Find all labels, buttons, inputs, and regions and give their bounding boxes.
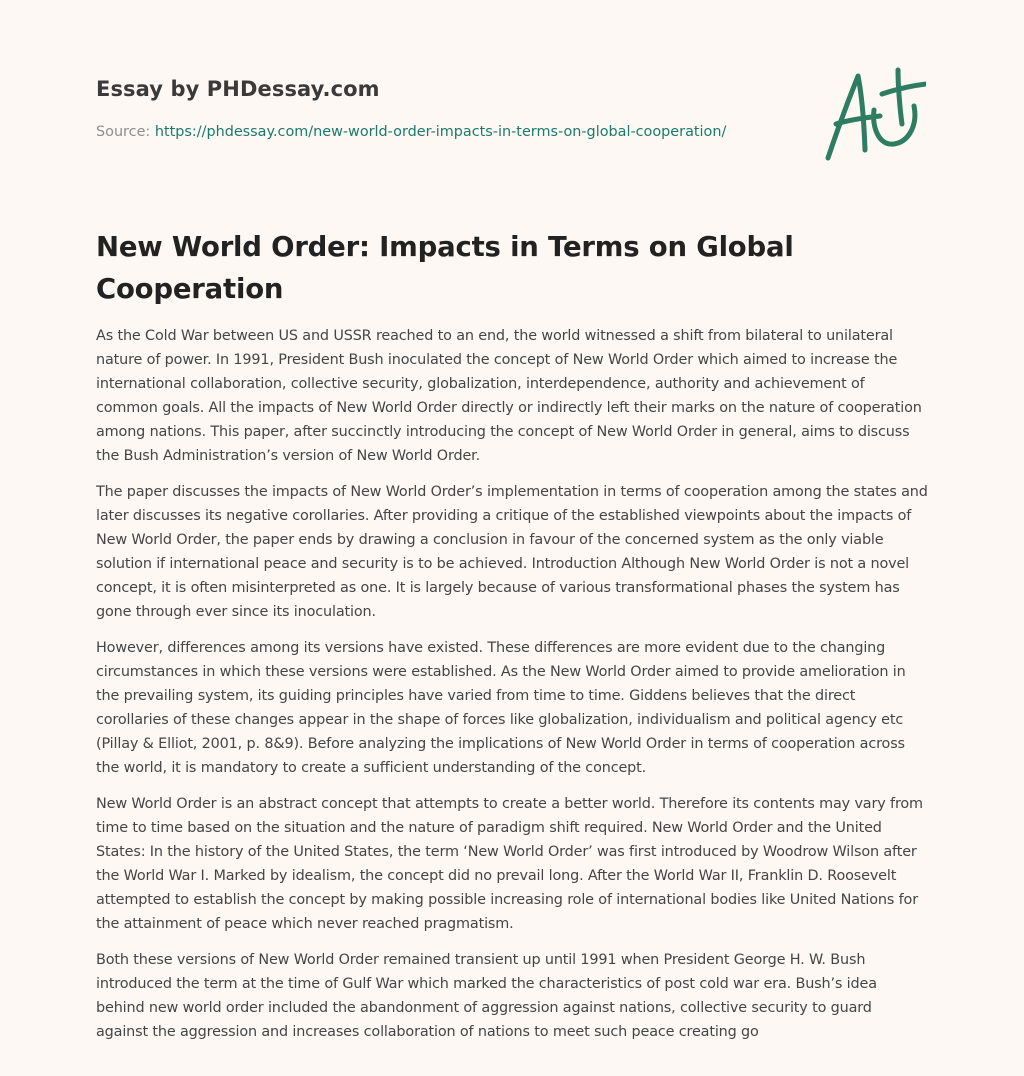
- essay-paragraph: The paper discusses the impacts of New World Order’s implementation in terms of cooperation among the states and later discusses its negative corollaries. After providing a critique of the established viewpoints about the impacts of New World Order, the paper ends by drawing a conclusion in favour of the concerned system as the only viable solution if international peace and security is to be achieved. Introduction Although New World Order is not a novel concept, it is often misinterpreted as one. It is largely because of various transformational phases the system has gone through ever since its inoculation.: [96, 484, 928, 620]
- essay-body: [96, 324, 928, 1056]
- essay-paragraph: As the Cold War between US and USSR reached to an end, the world witnessed a shift from bilateral to unilateral nature of power. In 1991, President Bush inoculated the concept of New World Order which aimed to increase the international collaboration, collective security, globalization, interdependence, authority and achievement of common goals. All the impacts of New World Order directly or indirectly left their marks on the nature of cooperation among nations. This paper, after succinctly introducing the concept of New World Order in general, aims to discuss the Bush Administration’s version of New World Order.: [96, 328, 922, 464]
- source-link[interactable]: https://phdessay.com/new-world-order-impacts-in-terms-on-global-cooperation/: [154, 124, 727, 140]
- source-line: [96, 124, 726, 140]
- a-plus-grade-logo-icon: [822, 66, 926, 164]
- essay-title: New World Order: Impacts in Terms on Global Cooperation: [96, 231, 794, 305]
- source-prefix: Source:: [96, 124, 155, 140]
- essay-paragraph: New World Order is an abstract concept that attempts to create a better world. Therefore its contents may vary from time to time based on the situation and the nature of paradigm shift required. New World Order and the United States: In the history of the United States, the term ‘New World Order’ was first introduced by Woodrow Wilson after the World War I. Marked by idealism, the concept did no prevail long. After the World War II, Franklin D. Roosevelt attempted to establish the concept by making possible increasing role of international bodies like United Nations for the attainment of peace which never reached pragmatism.: [96, 796, 923, 932]
- essay-paragraph: However, differences among its versions have existed. These differences are more evident due to the changing circumstances in which these versions were established. As the New World Order aimed to provide amelioration in the prevailing system, its guiding principles have varied from time to time. Giddens believes that the direct corollaries of these changes appear in the shape of forces like globalization, individualism and political agency etc (Pillay & Elliot, 2001, p. 8&9). Before analyzing the implications of New World Order in terms of cooperation across the world, it is mandatory to create a sufficient understanding of the concept.: [96, 640, 906, 776]
- site-label: Essay by PHDessay.com: [96, 77, 380, 101]
- essay-paragraph: Both these versions of New World Order remained transient up until 1991 when President George H. W. Bush introduced the term at the time of Gulf War which marked the characteristics of post cold war era. Bush’s idea behind new world order included the abandonment of aggression against nations, collective security to guard against the aggression and increases collaboration of nations to meet such peace creating go: [96, 952, 877, 1040]
